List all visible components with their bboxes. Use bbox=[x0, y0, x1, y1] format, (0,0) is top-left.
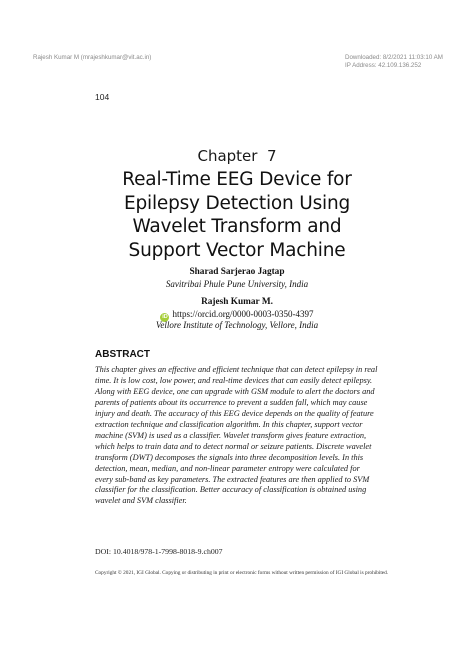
ip-address: IP Address: 42.109.136.252 bbox=[345, 62, 422, 69]
abstract-line: Along with EEG device, one can upgrade with GSM module to alert the doctors and bbox=[95, 386, 375, 396]
abstract-line: detection, mean, median, and non-linear parameter entropy were calculated for bbox=[95, 463, 360, 473]
abstract-line: time. It is low cost, low power, and real-time devices that can easily detect epilepsy. bbox=[95, 375, 373, 385]
page-number: 104 bbox=[95, 92, 110, 102]
title-line: Epilepsy Detection Using bbox=[123, 192, 351, 214]
abstract-line: machine (SVM) is used as a classifier. Wavelet transform gives feature extraction, bbox=[95, 430, 367, 440]
download-timestamp: Downloaded: 8/2/2021 11:03:10 AM bbox=[345, 54, 443, 61]
download-user-info: Rajesh Kumar M (mrajeshkumar@vit.ac.in) bbox=[33, 54, 152, 61]
title-line: Support Vector Machine bbox=[128, 239, 346, 261]
author-affiliation: Vellore Institute of Technology, Vellore, India bbox=[155, 320, 319, 330]
title-line: Wavelet Transform and bbox=[132, 216, 342, 237]
abstract-body bbox=[95, 365, 385, 507]
abstract-heading: ABSTRACT bbox=[95, 349, 150, 360]
doi: DOI: 10.4018/978-1-7998-8018-9.ch007 bbox=[95, 547, 223, 556]
chapter-title bbox=[70, 168, 404, 262]
author-name: Rajesh Kumar M. bbox=[201, 297, 273, 307]
author-name: Sharad Sarjerao Jagtap bbox=[189, 267, 285, 277]
chapter-label: Chapter 7 bbox=[197, 147, 277, 165]
abstract-line: parents of patients about its occurrence to prevent a sudden fall, which may cause bbox=[95, 397, 368, 407]
abstract-line: transform (DWT) decomposes the signals into three decomposition levels. In this bbox=[95, 452, 364, 462]
download-metadata bbox=[345, 54, 465, 70]
abstract-line: wavelet and SVM classifier. bbox=[95, 496, 187, 506]
abstract-line: which helps to train data and to detect normal or seizure patients. Discrete wavelet bbox=[95, 441, 372, 451]
orcid-icon[interactable]: iD bbox=[162, 314, 168, 320]
abstract-line: classifier for the classification. Better accuracy of classification is obtained using bbox=[95, 485, 367, 495]
author-affiliation: Savitribai Phule Pune University, India bbox=[165, 279, 309, 289]
orcid-link[interactable]: https://orcid.org/0000-0003-0350-4397 bbox=[172, 309, 314, 319]
title-line: Real-Time EEG Device for bbox=[122, 169, 352, 190]
copyright-notice: Copyright © 2021, IGI Global. Copying or distributing in print or electronic forms without written permission of IGI Global is prohibited. bbox=[95, 570, 389, 576]
abstract-line: extraction technique and classification algorithm. In this chapter, support vector bbox=[95, 419, 363, 429]
abstract-line: injury and death. The accuracy of this EEG device depends on the quality of feature bbox=[95, 408, 374, 418]
abstract-line: This chapter gives an effective and efficient technique that can detect epilepsy in real bbox=[95, 365, 378, 374]
abstract-line: every sub-band as key parameters. The extracted features are then applied to SVM bbox=[95, 474, 370, 484]
